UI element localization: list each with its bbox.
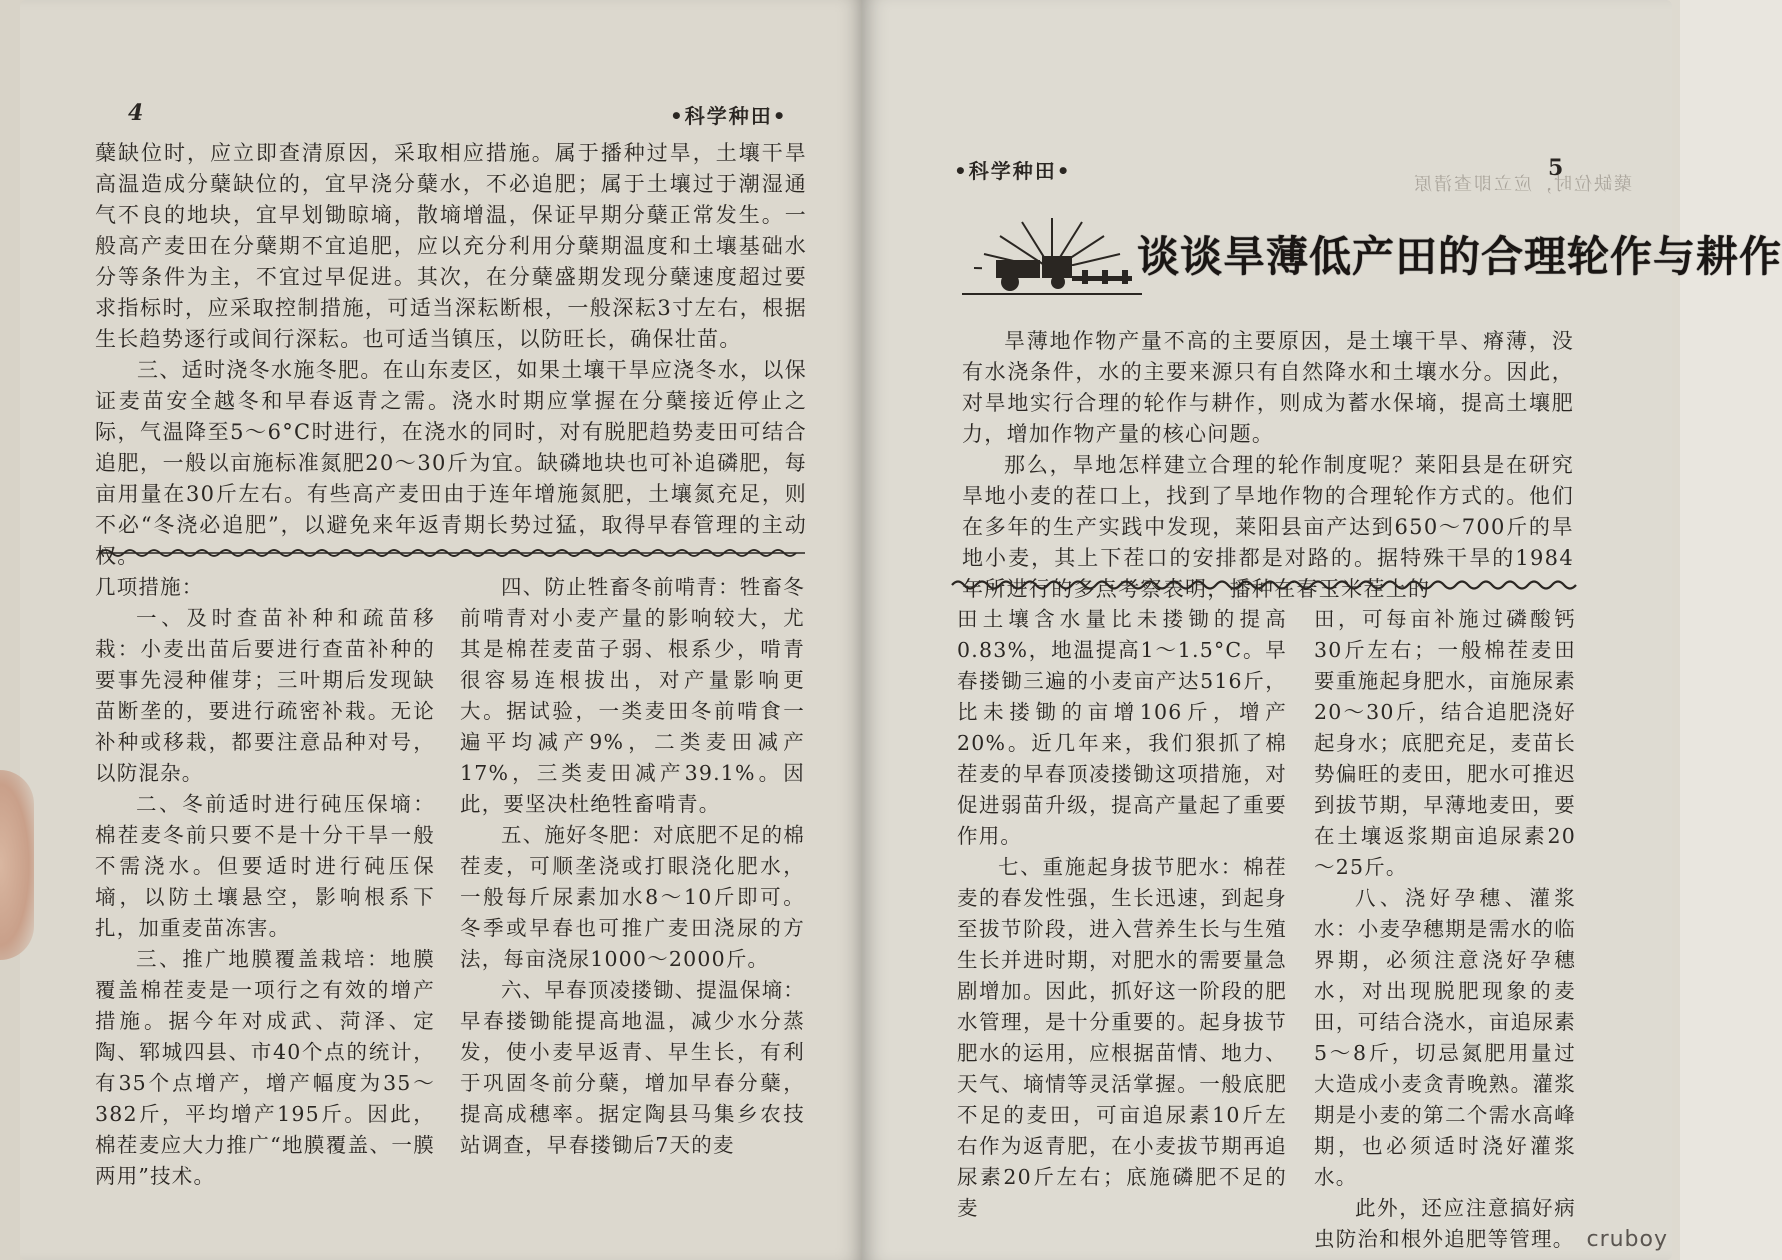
right-page	[862, 0, 1782, 1260]
bleed-through-text: 蘖缺位时，应立即查清原	[1412, 174, 1632, 195]
article-title: 谈谈旱薄低产田的合理轮作与耕作	[1137, 232, 1782, 281]
paragraph: 一、及时查苗补种和疏苗移栽：小麦出苗后要进行查苗补种的要事先浸种催芽；三叶期后发现缺苗断垄的，要进行疏密补栽。无论补种或移栽，都要注意品种对号，以防混杂。	[95, 606, 435, 785]
wavy-divider	[952, 578, 1577, 592]
title-banner	[962, 210, 1782, 300]
sunrise-tractor-icon	[962, 210, 1142, 300]
column-right	[460, 572, 805, 1161]
paragraph: 二、冬前适时进行砘压保墒：棉茬麦冬前只要不是十分干旱一般不需浇水。但要适时进行砘压保墒，以防土壤悬空，影响根系下扎，加重麦苗冻害。	[95, 792, 435, 940]
running-head: •科学种田•	[670, 104, 788, 128]
left-page	[20, 0, 865, 1260]
paragraph: 田土壤含水量比未搂锄的提高0.83%，地温提高1～1.5°C。早春搂锄三遍的小麦亩产达516斤，比未搂锄的亩增106斤，增产20%。近几年来，我们狠抓了棉茬麦的早春顶凌搂锄这项措施，对促进弱苗升级，提高产量起了重要作用。	[957, 607, 1287, 848]
watermark: cruboy	[1586, 1227, 1668, 1252]
paragraph: 三、推广地膜覆盖栽培：地膜覆盖棉茬麦是一项行之有效的增产措施。据今年对成武、菏泽、定陶、郓城四县、市40个点的统计，有35个点增产，增产幅度为35～382斤，平均增产195斤。因此，棉茬麦应大力推广“地膜覆盖、一膜两用”技术。	[95, 947, 435, 1188]
paragraph: 旱薄地作物产量不高的主要原因，是土壤干旱、瘠薄，没有水浇条件，水的主要来源只有自然降水和土壤水分。因此，对旱地实行合理的轮作与耕作，则成为蓄水保墒，提高土壤肥力，增加作物产量的核心问题。	[962, 329, 1574, 446]
column-right	[1314, 604, 1576, 1255]
column-left	[95, 572, 435, 1192]
paragraph: 几项措施：	[95, 575, 204, 599]
thumb	[0, 770, 34, 960]
paragraph: 八、浇好孕穗、灌浆水：小麦孕穗期是需水的临界期，必须注意浇好孕穗水，对出现脱肥现象的麦田，可结合浇水，亩追尿素5～8斤，切忌氮肥用量过大造成小麦贪青晚熟。灌浆期是小麦的第二个需水高峰期，也必须适时浇好灌浆水。	[1314, 886, 1576, 1189]
wavy-divider	[100, 546, 805, 560]
paragraph: 六、早春顶凌搂锄、提温保墒：早春搂锄能提高地温，减少水分蒸发，使小麦早返青、早生长，有利于巩固冬前分蘖，增加早春分蘖，提高成穗率。据定陶县马集乡农技站调查，早春搂锄后7天的麦	[460, 978, 805, 1157]
column-left	[957, 604, 1287, 1224]
page-number: 4	[128, 100, 144, 126]
paragraph: 四、防止牲畜冬前啃青：牲畜冬前啃青对小麦产量的影响较大，尤其是棉茬麦苗子弱、根系少，啃青很容易连根拔出，对产量影响更大。据试验，一类麦田冬前啃食一遍平均减产9%，二类麦田减产17%，三类麦田减产39.1%。因此，要坚决杜绝牲畜啃青。	[460, 575, 805, 816]
page-number: 5	[1548, 155, 1564, 181]
intro-text-block	[962, 326, 1574, 605]
paragraph: 那么，旱地怎样建立合理的轮作制度呢？莱阳县是在研究旱地小麦的茬口上，找到了旱地作物的合理轮作方式的。他们在多年的生产实践中发现，莱阳县亩产达到650～700斤的旱地小麦，其上下茬口的安排都是对路的。据特殊干旱的1984年所进行的多点考察表明，播种在春玉米茬上的	[962, 453, 1574, 601]
paragraph: 五、施好冬肥：对底肥不足的棉茬麦，可顺垄浇或打眼浇化肥水，一般每斤尿素加水8～10斤即可。冬季或早春也可推广麦田浇尿的方法，每亩浇尿1000～2000斤。	[460, 823, 805, 971]
paragraph: 此外，还应注意搞好病虫防治和根外追肥等管理。	[1314, 1196, 1576, 1251]
paragraph: 蘖缺位时，应立即查清原因，采取相应措施。属于播种过旱，土壤干旱高温造成分蘖缺位的，宜早浇分蘖水，不必追肥；属于土壤过于潮湿通气不良的地块，宜早划锄晾墒，散墒增温，保证早期分蘖正常发生。一般高产麦田在分蘖期不宜追肥，应以充分利用分蘖期温度和土壤基础水分等条件为主，不宜过早促进。其次，在分蘖盛期发现分蘖速度超过要求指标时，应采取控制措施，可适当深耘断根，一般深耘3寸左右，根据生长趋势逐行或间行深耘。也可适当镇压，以防旺长，确保壮苗。	[95, 141, 807, 351]
paragraph: 三、适时浇冬水施冬肥。在山东麦区，如果土壤干旱应浇冬水，以保证麦苗安全越冬和早春返青之需。浇水时期应掌握在分蘖接近停止之际，气温降至5～6°C时进行，在浇水的同时，对有脱肥趋势麦田可结合追肥，一般以亩施标准氮肥20～30斤为宜。缺磷地块也可补追磷肥，每亩用量在30斤左右。有些高产麦田由于连年增施氮肥，土壤氮充足，则不必“冬浇必追肥”，以避免来年返青期长势过猛，取得早春管理的主动权。	[95, 358, 807, 568]
paragraph: 田，可每亩补施过磷酸钙30斤左右；一般棉茬麦田要重施起身肥水，亩施尿素20～30斤，结合追肥浇好起身水；底肥充足，麦苗长势偏旺的麦田，肥水可推迟到拔节期，早薄地麦田，要在土壤返浆期亩追尿素20～25斤。	[1314, 607, 1576, 879]
top-text-block	[95, 138, 807, 572]
running-head: •科学种田•	[954, 159, 1072, 183]
paragraph: 七、重施起身拔节肥水：棉茬麦的春发性强，生长迅速，到起身至拔节阶段，进入营养生长与生殖生长并进时期，对肥水的需要量急剧增加。因此，抓好这一阶段的肥水管理，是十分重要的。起身拔节肥水的运用，应根据苗情、地力、天气、墒情等灵活掌握。一般底肥不足的麦田，可亩追尿素10斤左右作为返青肥，在小麦拔节期再追尿素20斤左右；底施磷肥不足的麦	[957, 855, 1287, 1220]
